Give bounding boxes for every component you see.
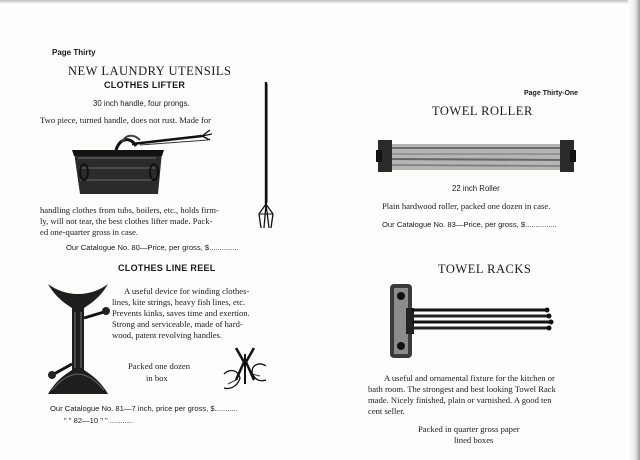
scan-top-edge (0, 0, 640, 4)
left-page-heading: NEW LAUNDRY UTENSILS (68, 64, 232, 78)
reel-text-5: wood, patent revolving handles. (112, 330, 223, 340)
tub-illustration (70, 128, 220, 200)
scan-right-edge (628, 0, 640, 460)
hands-with-reel-illustration (222, 344, 268, 394)
towel-racks-text-2: bath room. The strongest and best looking Towel Rack (368, 384, 556, 394)
reel-text-4: Strong and serviceable, made of hard- (112, 319, 243, 329)
reel-text-1: A useful device for winding clothes- (124, 286, 250, 296)
clothes-lifter-text-2: ly, will not tear, the best clothes lifter made. Pack- (40, 216, 213, 226)
reel-catalogue-2: " " 82—10 " " ........... (64, 416, 134, 425)
towel-roller-caption: 22 inch Roller (452, 184, 500, 193)
reel-text-3: Prevents kinks, saves time and exertion. (112, 308, 250, 318)
clothes-lifter-heading: CLOTHES LIFTER (104, 80, 186, 90)
towel-racks-packed-1: Packed in quarter gross paper (418, 424, 520, 434)
clothes-lifter-text-first: Two piece, turned handle, does not rust. Made for (40, 115, 211, 125)
towel-rack-illustration (386, 282, 558, 362)
clothes-line-reel-heading: CLOTHES LINE REEL (118, 263, 216, 273)
towel-roller-illustration (376, 136, 576, 176)
towel-racks-text-3: made. Nicely finished, plain or varnished. A good ten (368, 395, 552, 405)
left-page-label: Page Thirty (52, 48, 96, 57)
towel-roller-heading: TOWEL ROLLER (432, 104, 533, 118)
towel-roller-text: Plain hardwood roller, packed one dozen in case. (382, 201, 551, 211)
towel-roller-catalogue: Our Catalogue No. 83—Price, per gross, $............... (382, 220, 557, 229)
clothes-lifter-illustration (256, 82, 276, 232)
reel-packed-1: Packed one dozen (128, 361, 191, 371)
right-page-label: Page Thirty-One (524, 90, 579, 97)
reel-packed-2: in box (146, 373, 168, 383)
clothes-line-reel-illustration (42, 278, 114, 400)
towel-racks-packed-2: lined boxes (454, 435, 494, 445)
reel-text-2: lines, kite strings, heavy fish lines, etc. (112, 297, 246, 307)
clothes-lifter-text-3: ed one-quarter gross in case. (40, 227, 139, 237)
towel-racks-text-1: A useful and ornamental fixture for the kitchen or (384, 373, 555, 383)
clothes-lifter-text-1: handling clothes from tubs, boilers, etc., holds firm- (40, 205, 219, 215)
towel-racks-heading: TOWEL RACKS (438, 262, 532, 276)
clothes-lifter-spec: 30 inch handle, four prongs. (93, 99, 190, 108)
clothes-lifter-catalogue: Our Catalogue No. 80—Price, per gross, $.............. (66, 243, 239, 252)
towel-racks-text-4: cent seller. (368, 406, 405, 416)
reel-catalogue-1: Our Catalogue No. 81—7 inch, price per gross, $........... (50, 404, 238, 413)
